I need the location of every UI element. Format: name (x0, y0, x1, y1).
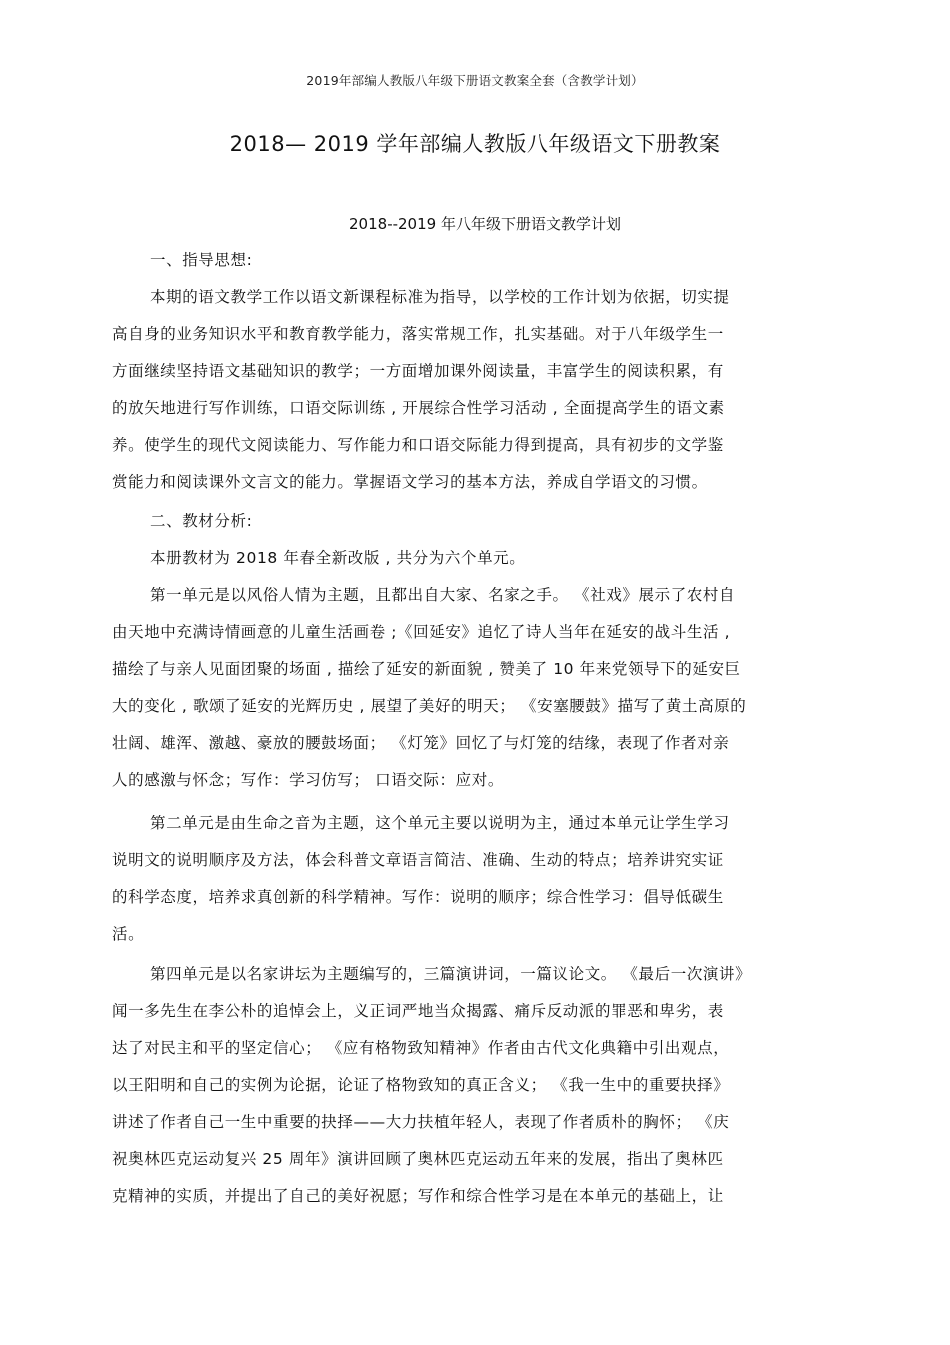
paragraph-line: 以王阳明和自己的实例为论据，论证了格物致知的真正含义； 《我一生中的重要抉择》 (112, 1076, 730, 1094)
section-heading-guiding-ideology: 一、指导思想: (150, 251, 253, 269)
paragraph-line: 讲述了作者自己一生中重要的抉择——大力扶植年轻人，表现了作者质朴的胸怀； 《庆 (112, 1113, 730, 1131)
paragraph-line: 本期的语文教学工作以语文新课程标准为指导，以学校的工作计划为依据，切实提 (150, 288, 730, 306)
section-heading-textbook-analysis: 二、教材分析: (150, 512, 253, 530)
paragraph-line: 大的变化 , 歌颂了延安的光辉历史 , 展望了美好的明天； 《安塞腰鼓》描写了黄土高原的 (112, 697, 747, 715)
paragraph-line: 第一单元是以风俗人情为主题，且都出自大家、名家之手。 《社戏》展示了农村自 (150, 586, 736, 604)
paragraph-line: 的放矢地进行写作训练，口语交际训练 , 开展综合性学习活动 , 全面提高学生的语文素 (112, 399, 725, 417)
paragraph-line: 活。 (112, 925, 145, 943)
paragraph-line: 方面继续坚持语文基础知识的教学；一方面增加课外阅读量，丰富学生的阅读积累，有 (112, 362, 724, 380)
section-title: 2018--2019 年八年级下册语文教学计划 (349, 215, 621, 233)
paragraph-line: 人的感激与怀念；写作：学习仿写； 口语交际：应对。 (112, 771, 504, 789)
page-title: 2018— 2019 学年部编人教版八年级语文下册教案 (229, 132, 721, 156)
paragraph-line: 描绘了与亲人见面团聚的场面 , 描绘了延安的新面貌 , 赞美了 10 年来党领导下的延安巨 (112, 660, 741, 678)
paragraph-line: 本册教材为 2018 年春全新改版 , 共分为六个单元。 (150, 549, 526, 567)
paragraph-line: 达了对民主和平的坚定信心； 《应有格物致知精神》作者由古代文化典籍中引出观点， (112, 1039, 730, 1057)
paragraph-line: 说明文的说明顺序及方法，体会科普文章语言简洁、准确、生动的特点；培养讲究实证 (112, 851, 724, 869)
running-header: 2019年部编人教版八年级下册语文教案全套（含教学计划） (306, 73, 644, 88)
paragraph-line: 壮阔、雄浑、激越、豪放的腰鼓场面； 《灯笼》回忆了与灯笼的结缘，表现了作者对亲 (112, 734, 730, 752)
paragraph-line: 闻一多先生在李公朴的追悼会上，义正词严地当众揭露、痛斥反动派的罪恶和卑劣，表 (112, 1002, 724, 1020)
paragraph-line: 由天地中充满诗情画意的儿童生活画卷 ;《回延安》追忆了诗人当年在延安的战斗生活 , (112, 623, 731, 641)
paragraph-line: 祝奥林匹克运动复兴 25 周年》演讲回顾了奥林匹克运动五年来的发展，指出了奥林匹 (112, 1150, 724, 1168)
paragraph-line: 高自身的业务知识水平和教育教学能力，落实常规工作，扎实基础。对于八年级学生一 (112, 325, 724, 343)
paragraph-line: 的科学态度，培养求真创新的科学精神。写作：说明的顺序；综合性学习：倡导低碳生 (112, 888, 724, 906)
paragraph-line: 克精神的实质，并提出了自己的美好祝愿；写作和综合性学习是在本单元的基础上，让 (112, 1187, 724, 1205)
paragraph-line: 养。使学生的现代文阅读能力、写作能力和口语交际能力得到提高，具有初步的文学鉴 (112, 436, 724, 454)
paragraph-line: 第四单元是以名家讲坛为主题编写的，三篇演讲词，一篇议论文。 《最后一次演讲》 (150, 965, 752, 983)
paragraph-line: 赏能力和阅读课外文言文的能力。掌握语文学习的基本方法，养成自学语文的习惯。 (112, 473, 708, 491)
paragraph-line: 第二单元是由生命之音为主题，这个单元主要以说明为主，通过本单元让学生学习 (150, 814, 730, 832)
